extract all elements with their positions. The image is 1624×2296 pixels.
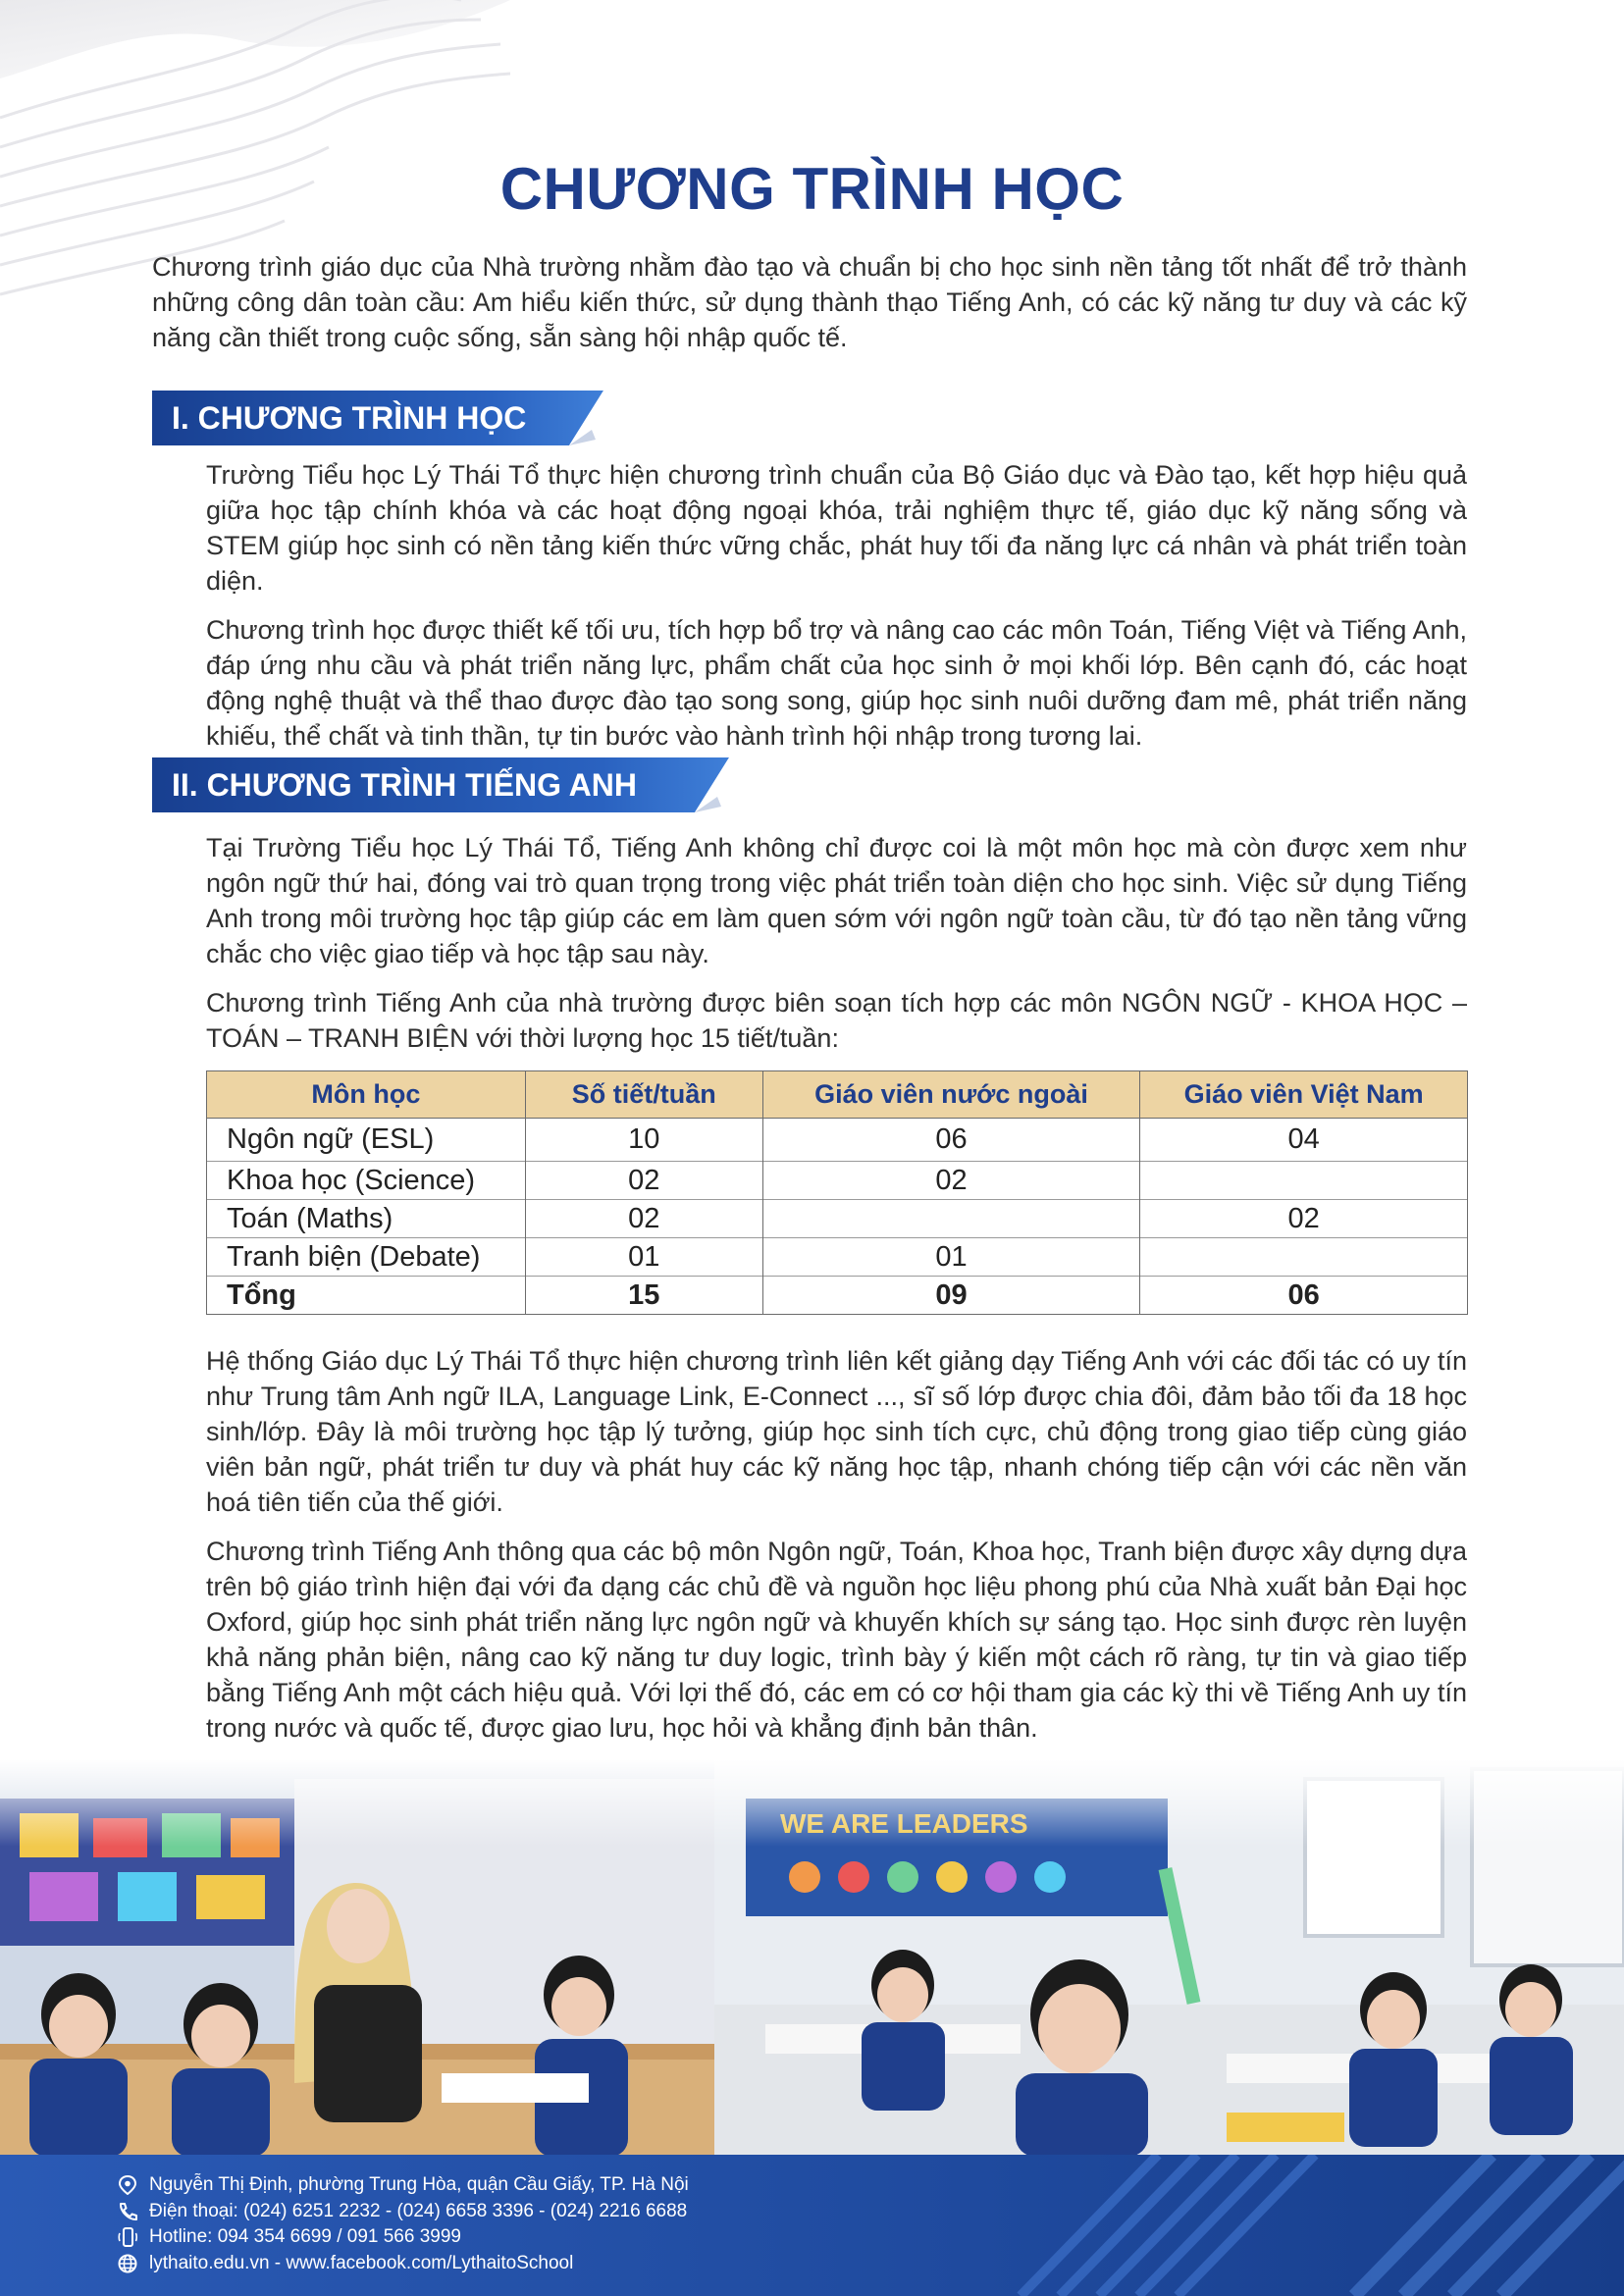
footer-address-line <box>116 2172 689 2199</box>
table-row <box>207 1119 1468 1162</box>
table-header-row <box>207 1071 1468 1119</box>
table-cell: 06 <box>762 1119 1140 1162</box>
section1-banner <box>152 391 613 445</box>
section2-paragraph: Tại Trường Tiểu học Lý Thái Tổ, Tiếng Anh không chỉ được coi là một môn học mà còn được xem như ngôn ngữ thứ hai, đóng vai trò quan trọng trong việc phát triển toàn diện cho học sinh. Việc sử dụng Tiếng Anh trong môi trường học tập giúp các em làm quen sớm với ngôn ngữ toàn cầu, từ đó tạo nền tảng vững chắc cho việc giao tiếp và học tập sau này. <box>206 833 1467 968</box>
footer-hotline[interactable]: Hotline: 094 354 6699 / 091 566 3999 <box>149 2226 461 2247</box>
table-cell: 04 <box>1140 1119 1468 1162</box>
table-cell: 01 <box>762 1238 1140 1277</box>
page-title: CHƯƠNG TRÌNH HỌC <box>499 156 1125 222</box>
table-cell: 02 <box>525 1162 762 1200</box>
section2-banner <box>152 757 741 812</box>
lessons-table <box>206 1070 1468 1315</box>
footer-web-line <box>116 2251 689 2277</box>
table-cell <box>762 1200 1140 1238</box>
section2-paragraph: Chương trình Tiếng Anh thông qua các bộ môn Ngôn ngữ, Toán, Khoa học, Tranh biện được xây dựng dựa trên bộ giáo trình hiện đại với đa dạng các chủ đề và nguồn học liệu phong phú của Nhà xuất bản Đại học Oxford, giúp học sinh phát triển năng lực ngôn ngữ và khuyến khích sự sáng tạo. Học sinh được rèn luyện khả năng phản biện, nâng cao kỹ năng tư duy logic, trình bày ý kiến một cách rõ ràng, tự tin và giao tiếp bằng Tiếng Anh một cách hiệu quả. Với lợi thế đó, các em có cơ hội tham gia các kỳ thi về Tiếng Anh uy tín trong nước và quốc tế, được giao lưu, học hỏi và khẳng định bản thân. <box>206 1537 1467 1743</box>
classroom-photos <box>0 1759 1624 2157</box>
table-cell <box>1140 1238 1468 1277</box>
footer-website-links[interactable]: lythaito.edu.vn - www.facebook.com/LythaitoSchool <box>149 2252 574 2273</box>
footer-hotline-line <box>116 2224 689 2251</box>
table-cell: 10 <box>525 1119 762 1162</box>
table-cell: 06 <box>1140 1277 1468 1315</box>
footer-phone-line <box>116 2199 689 2225</box>
table-cell: Tranh biện (Debate) <box>207 1238 526 1277</box>
table-cell: Tổng <box>207 1277 526 1315</box>
mobile-phone-icon <box>116 2227 139 2247</box>
section2-paragraph: Hệ thống Giáo dục Lý Thái Tổ thực hiện chương trình liên kết giảng dạy Tiếng Anh với các đối tác có uy tín như Trung tâm Anh ngữ ILA, Language Link, E-Connect ..., sĩ số lớp được chia đôi, đảm bảo tối đa 18 học sinh/lớp. Đây là môi trường học tập lý tưởng, giúp học sinh tích cực, chủ động trong giao tiếp cùng giáo viên bản ngữ, phát triển tư duy và phát huy các kỹ năng học tập, nhanh chóng tiếp cận với các nền văn hoá tiên tiến của thế giới. <box>206 1346 1467 1517</box>
phone-icon <box>116 2202 139 2221</box>
section2-body-bottom <box>206 1343 1467 1759</box>
footer <box>0 2155 1624 2296</box>
table-header-cell: Giáo viên Việt Nam <box>1140 1071 1468 1119</box>
table-cell: 02 <box>762 1162 1140 1200</box>
globe-icon <box>116 2254 139 2273</box>
table-row <box>207 1238 1468 1277</box>
table-row <box>207 1162 1468 1200</box>
table-header-cell: Môn học <box>207 1071 526 1119</box>
section1-body <box>206 457 1467 767</box>
section2-heading: II. CHƯƠNG TRÌNH TIẾNG ANH <box>172 767 637 803</box>
table-cell: 09 <box>762 1277 1140 1315</box>
table-cell: Khoa học (Science) <box>207 1162 526 1200</box>
table-header-cell: Số tiết/tuần <box>525 1071 762 1119</box>
table-cell: 02 <box>1140 1200 1468 1238</box>
table-cell: Toán (Maths) <box>207 1200 526 1238</box>
table-cell: 01 <box>525 1238 762 1277</box>
table-cell: 02 <box>525 1200 762 1238</box>
table-cell: Ngôn ngữ (ESL) <box>207 1119 526 1162</box>
section2-body-top <box>206 830 1467 1070</box>
intro-paragraph: Chương trình giáo dục của Nhà trường nhằm đào tạo và chuẩn bị cho học sinh nền tảng tốt nhất để trở thành những công dân toàn cầu: Am hiểu kiến thức, sử dụng thành thạo Tiếng Anh, có các kỹ năng tư duy và các kỹ năng cần thiết trong cuộc sống, sẵn sàng hội nhập quốc tế. <box>152 252 1467 352</box>
table-header-cell: Giáo viên nước ngoài <box>762 1071 1140 1119</box>
footer-address: Nguyễn Thị Định, phường Trung Hòa, quận Cầu Giấy, TP. Hà Nội <box>149 2174 689 2195</box>
table-total-row <box>207 1277 1468 1315</box>
section2-paragraph: Chương trình Tiếng Anh của nhà trường được biên soạn tích hợp các môn NGÔN NGỮ - KHOA HỌC – TOÁN – TRANH BIỆN với thời lượng học 15 tiết/tuần: <box>206 988 1467 1053</box>
section1-heading: I. CHƯƠNG TRÌNH HỌC <box>172 400 527 436</box>
table-cell: 15 <box>525 1277 762 1315</box>
footer-phone[interactable]: Điện thoại: (024) 6251 2232 - (024) 6658 3396 - (024) 2216 6688 <box>149 2200 688 2221</box>
section1-paragraph: Trường Tiểu học Lý Thái Tổ thực hiện chương trình chuẩn của Bộ Giáo dục và Đào tạo, kết hợp hiệu quả giữa học tập chính khóa và các hoạt động ngoại khóa, trải nghiệm thực tế, giáo dục kỹ năng sống và STEM giúp học sinh có nền tảng kiến thức vững chắc, phát huy tối đa năng lực cá nhân và phát triển toàn diện. <box>206 460 1467 596</box>
table-cell <box>1140 1162 1468 1200</box>
section1-paragraph: Chương trình học được thiết kế tối ưu, tích hợp bổ trợ và nâng cao các môn Toán, Tiếng Việt và Tiếng Anh, đáp ứng nhu cầu và phát triển năng lực, phẩm chất của học sinh ở mọi khối lớp. Bên cạnh đó, các hoạt động nghệ thuật và thể thao được đào tạo song song, giúp học sinh nuôi dưỡng đam mê, phát triển năng khiếu, thể chất và tinh thần, tự tin bước vào hành trình hội nhập trong tương lai. <box>206 615 1467 751</box>
location-pin-icon <box>116 2175 139 2195</box>
table-row <box>207 1200 1468 1238</box>
